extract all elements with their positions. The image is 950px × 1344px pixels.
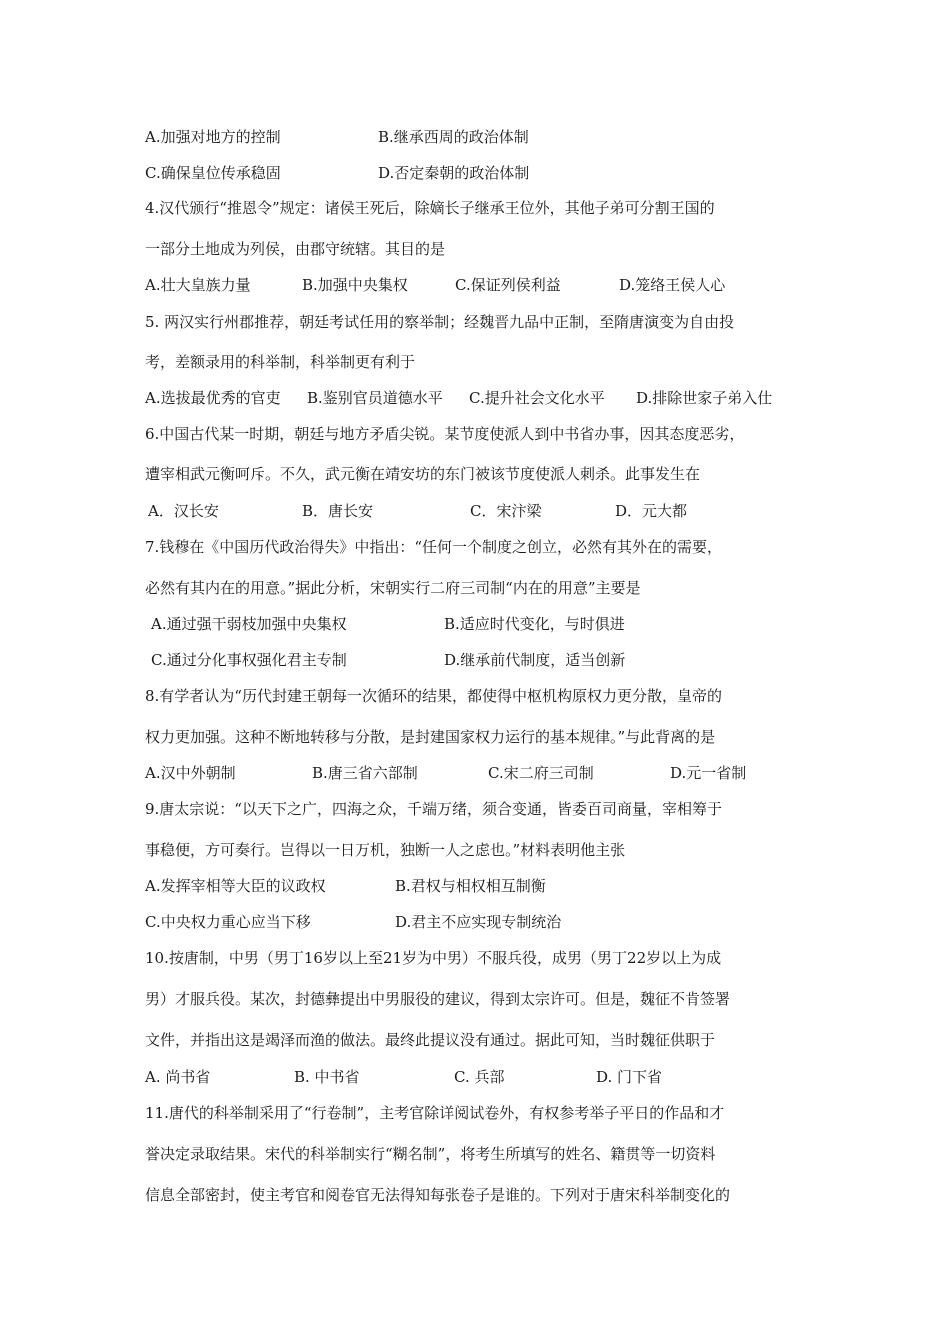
q10-option-d: D. 门下省 — [596, 1068, 663, 1086]
q11-stem-line1: 11.唐代的科举制采用了“行卷制”，主考官除详阅试卷外，有权参考举子平日的作品和才 — [145, 1104, 725, 1122]
q8-option-b: B.唐三省六部制 — [312, 764, 418, 782]
q6-stem-line2: 遭宰相武元衡呵斥。不久，武元衡在靖安坊的东门被该节度使派人刺杀。此事发生在 — [145, 465, 701, 483]
q7-stem-line1: 7.钱穆在《中国历代政治得失》中指出：“任何一个制度之创立，必然有其外在的需要， — [145, 538, 722, 556]
q5-option-a: A.选拔最优秀的官吏 — [145, 389, 281, 407]
q6-stem-line1: 6.中国古代某一时期，朝廷与地方矛盾尖锐。某节度使派人到中书省办事，因其态度恶劣， — [145, 425, 745, 443]
q4-stem-line1: 4.汉代颁行“推恩令”规定：诸侯王死后，除嫡长子继承王位外，其他子弟可分割王国的 — [145, 199, 715, 217]
q3-option-c: C.确保皇位传承稳固 — [145, 164, 281, 182]
q6-option-a: A．汉长安 — [148, 502, 219, 520]
q10-stem-line2: 男）才服兵役。某次，封德彝提出中男服役的建议，得到太宗许可。但是，魏征不肯签署 — [145, 990, 731, 1008]
q10-option-a: A. 尚书省 — [145, 1068, 211, 1086]
q11-stem-line2: 誉决定录取结果。宋代的科举制实行“糊名制”，将考生所填写的姓名、籍贯等一切资料 — [145, 1145, 716, 1163]
q10-option-b: B. 中书省 — [294, 1068, 360, 1086]
q8-option-d: D.元一省制 — [670, 764, 747, 782]
q7-option-c: C.通过分化事权强化君主专制 — [151, 651, 347, 669]
q6-option-d: D．元大都 — [615, 502, 688, 520]
q9-stem-line2: 事稳便，方可奏行。岂得以一日万机，独断一人之虑也。”材料表明他主张 — [145, 841, 626, 859]
q5-stem-line1: 5. 两汉实行州郡推荐，朝廷考试任用的察举制；经魏晋九品中正制，至隋唐演变为自由投 — [145, 313, 735, 331]
q5-option-b: B.鉴别官员道德水平 — [307, 389, 443, 407]
q10-stem-line3: 文件，并指出这是竭泽而渔的做法。最终此提议没有通过。据此可知，当时魏征供职于 — [145, 1031, 716, 1049]
q7-option-d: D.继承前代制度，适当创新 — [444, 651, 626, 669]
q7-option-a: A.通过强干弱枝加强中央集权 — [151, 615, 347, 633]
q3-option-b: B.继承西周的政治体制 — [378, 128, 529, 146]
q3-option-d: D.否定秦朝的政治体制 — [378, 164, 530, 182]
q9-stem-line1: 9.唐太宗说：“以天下之广，四海之众，千端万绪，须合变通，皆委百司商量，宰相筹于 — [145, 800, 722, 818]
q6-option-b: B．唐长安 — [302, 502, 374, 520]
q10-option-c: C. 兵部 — [454, 1068, 505, 1086]
q4-option-b: B.加强中央集权 — [302, 276, 408, 294]
q5-option-c: C.提升社会文化水平 — [469, 389, 605, 407]
q8-option-a: A.汉中外朝制 — [145, 764, 236, 782]
q9-option-a: A.发挥宰相等大臣的议政权 — [145, 877, 326, 895]
q8-stem-line1: 8.有学者认为“历代封建王朝每一次循环的结果，都使得中枢机构原权力更分散，皇帝的 — [145, 687, 722, 705]
q8-stem-line2: 权力更加强。这种不断地转移与分散，是封建国家权力运行的基本规律。”与此背离的是 — [145, 728, 716, 746]
q7-stem-line2: 必然有其内在的用意。”据此分析，宋朝实行二府三司制“内在的用意”主要是 — [145, 579, 641, 597]
q5-option-d: D.排除世家子弟入仕 — [636, 389, 773, 407]
q8-option-c: C.宋二府三司制 — [488, 764, 594, 782]
q3-option-a: A.加强对地方的控制 — [145, 128, 281, 146]
q6-option-c: C．宋汴梁 — [470, 502, 542, 520]
q4-option-a: A.壮大皇族力量 — [145, 276, 251, 294]
q4-stem-line2: 一部分土地成为列侯，由郡守统辖。其目的是 — [145, 240, 446, 258]
q9-option-c: C.中央权力重心应当下移 — [145, 913, 311, 931]
q5-stem-line2: 考，差额录用的科举制，科举制更有利于 — [145, 353, 416, 371]
q4-option-d: D.笼络王侯人心 — [619, 276, 726, 294]
q9-option-b: B.君权与相权相互制衡 — [395, 877, 546, 895]
q7-option-b: B.适应时代变化，与时俱进 — [444, 615, 625, 633]
q10-stem-line1: 10.按唐制，中男（男丁16岁以上至21岁为中男）不服兵役，成男（男丁22岁以上为成 — [145, 949, 722, 967]
q11-stem-line3: 信息全部密封，使主考官和阅卷官无法得知每张卷子是谁的。下列对于唐宋科举制变化的 — [145, 1186, 731, 1204]
q9-option-d: D.君主不应实现专制统治 — [395, 913, 562, 931]
q4-option-c: C.保证列侯利益 — [455, 276, 561, 294]
